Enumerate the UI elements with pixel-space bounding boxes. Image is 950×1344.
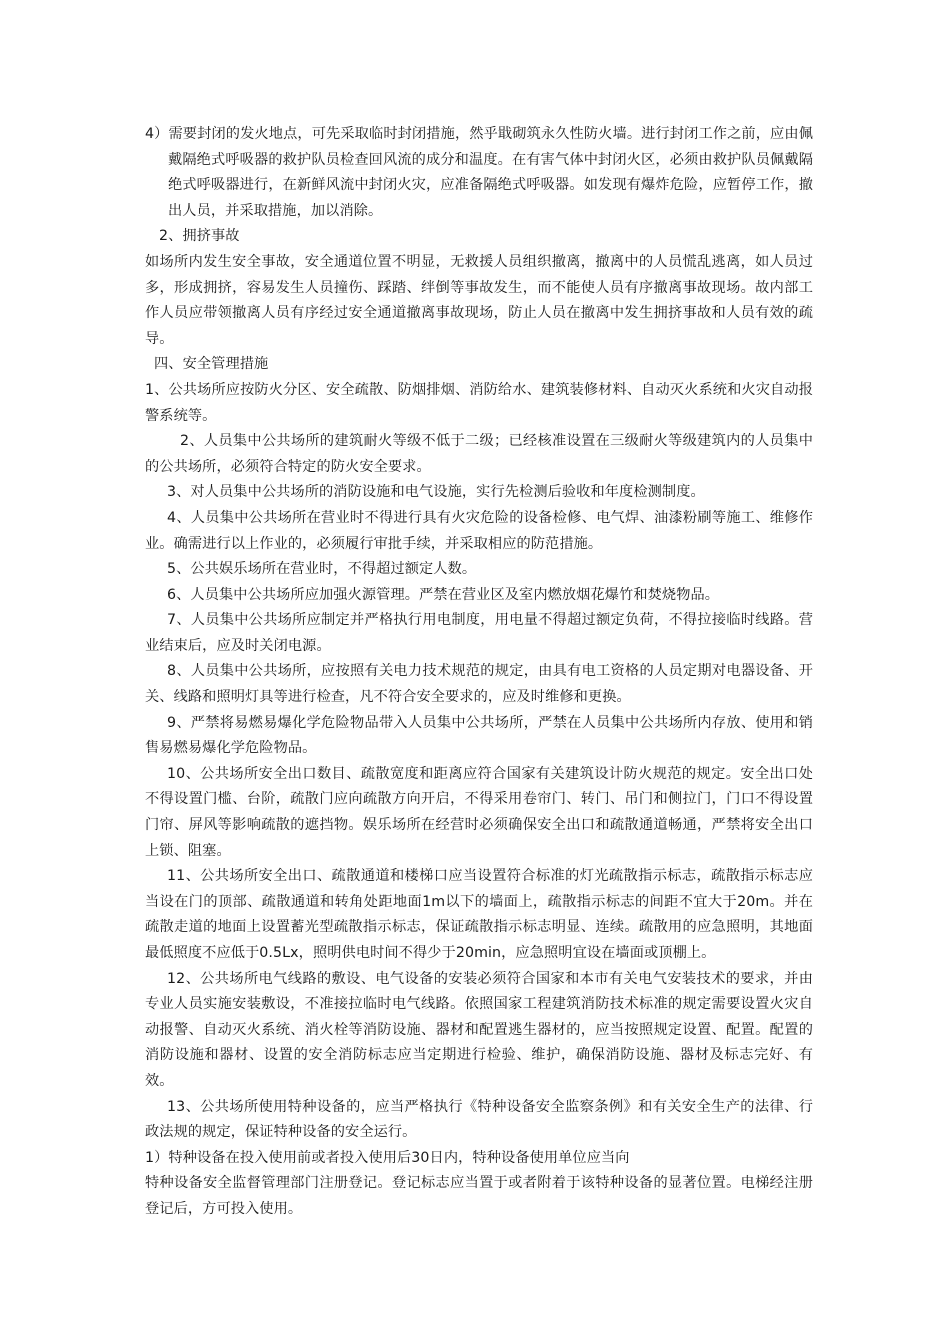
measure-item-6: 6、人员集中公共场所应加强火源管理。严禁在营业区及室内燃放烟花爆竹和焚烧物品。 bbox=[167, 586, 720, 603]
measure-item-11: 11、公共场所安全出口、疏散通道和楼梯口应当设置符合标准的灯光疏散指示标志，疏散指示标志应当设在门的顶部、疏散通道和转角处距地面1m以下的墙面上，疏散指示标志的间距不宜大于20m。并在疏散走道的地面上设置蓄光型疏散指示标志，保证疏散指示标志明显、连续。疏散用的应急照明，其地面最低照度不应低于0.5Lx，照明供电时间不得少于20min，应急照明宜设在墙面或顶棚上。 bbox=[145, 868, 813, 961]
paragraph-crowding-accident: 如场所内发生安全事故，安全通道位置不明显，无救援人员组织撤离，撤离中的人员慌乱逃离，如人员过多，形成拥挤，容易发生人员撞伤、踩踏、绊倒等事故发生，而不能使人员有序撤离事故现场。故内部工作人员应带领撤离人员有序经过安全通道撤离事故现场，防止人员在撤离中发生拥挤事故和人员有效的疏导。 bbox=[145, 253, 813, 347]
paragraph-fire-sealing: 4）需要封闭的发火地点，可先采取临时封闭措施，然乎戢砌筑永久性防火墙。进行封闭工作之前，应由佩戴隔绝式呼吸器的救护队员检查回风流的成分和温度。在有害气体中封闭火区，必须由救护队员佩戴隔绝式呼吸器进行，在新鲜风流中封闭火灾，应准备隔绝式呼吸器。如发现有爆炸危险，应暂停工作，撤出人员，并采取措施，加以消除。 bbox=[145, 126, 813, 219]
measure-item-7: 7、人员集中公共场所应制定并严格执行用电制度，用电量不得超过额定负荷，不得拉接临时线路。营业结束后，应及时关闭电源。 bbox=[145, 612, 813, 654]
measure-item-4: 4、人员集中公共场所在营业时不得进行具有火灾危险的设备检修、电气焊、油漆粉刷等施工、维修作业。确需进行以上作业的，必须履行审批手续，并采取相应的防范措施。 bbox=[145, 509, 813, 552]
measure-item-2: 2、人员集中公共场所的建筑耐火等级不低于二级；已经核准设置在三级耐火等级建筑内的人员集中的公共场所，必须符合特定的防火安全要求。 bbox=[145, 433, 813, 475]
sub-item-1: 1）特种设备在投入使用前或者投入使用后30日内，特种设备使用单位应当向 bbox=[145, 1149, 630, 1166]
measure-item-9: 9、严禁将易燃易爆化学危险物品带入人员集中公共场所，严禁在人员集中公共场所内存放、使用和销售易燃易爆化学危险物品。 bbox=[145, 714, 813, 757]
document-body bbox=[145, 122, 813, 1223]
measure-item-13: 13、公共场所使用特种设备的，应当严格执行《特种设备安全监察条例》和有关安全生产的法律、行政法规的规定，保证特种设备的安全运行。 bbox=[145, 1098, 813, 1141]
section-heading-safety-measures: 四、安全管理措施 bbox=[154, 356, 269, 373]
measure-item-10: 10、公共场所安全出口数目、疏散宽度和距离应符合国家有关建筑设计防火规范的规定。安全出口处不得设置门槛、台阶，疏散门应向疏散方向开启，不得采用卷帘门、转门、吊门和侧拉门，门口不得设置门帘、屏风等影响疏散的遮挡物。娱乐场所在经营时必须确保安全出口和疏散通道畅通，严禁将安全出口上锁、阻塞。 bbox=[145, 765, 813, 859]
measure-item-1: 1、公共场所应按防火分区、安全疏散、防烟排烟、消防给水、建筑装修材料、自动灭火系统和火灾自动报警系统等。 bbox=[145, 381, 813, 424]
sub-item-1-continued: 特种设备安全监督管理部门注册登记。登记标志应当置于或者附着于该特种设备的显著位置。电梯经注册登记后，方可投入使用。 bbox=[145, 1175, 813, 1217]
measure-item-8: 8、人员集中公共场所，应按照有关电力技术规范的规定，由具有电工资格的人员定期对电器设备、开关、线路和照明灯具等进行检查，凡不符合安全要求的，应及时维修和更换。 bbox=[145, 663, 813, 706]
section-heading-crowding-accident: 2、拥挤事故 bbox=[159, 228, 240, 245]
measure-item-5: 5、公共娱乐场所在营业时，不得超过额定人数。 bbox=[167, 561, 477, 578]
measure-item-3: 3、对人员集中公共场所的消防设施和电气设施，实行先检测后验收和年度检测制度。 bbox=[167, 484, 705, 501]
measure-item-12: 12、公共场所电气线路的敷设、电气设备的安装必须符合国家和本市有关电气安装技术的要求，并由专业人员实施安装敷设，不准接拉临时电气线路。依照国家工程建筑消防技术标准的规定需要设置火灾自动报警、自动灭火系统、消火栓等消防设施、器材和配置逃生器材的，应当按照规定设置、配置。配置的消防设施和器材、设置的安全消防标志应当定期进行检验、维护，确保消防设施、器材及标志完好、有效。 bbox=[145, 970, 813, 1089]
